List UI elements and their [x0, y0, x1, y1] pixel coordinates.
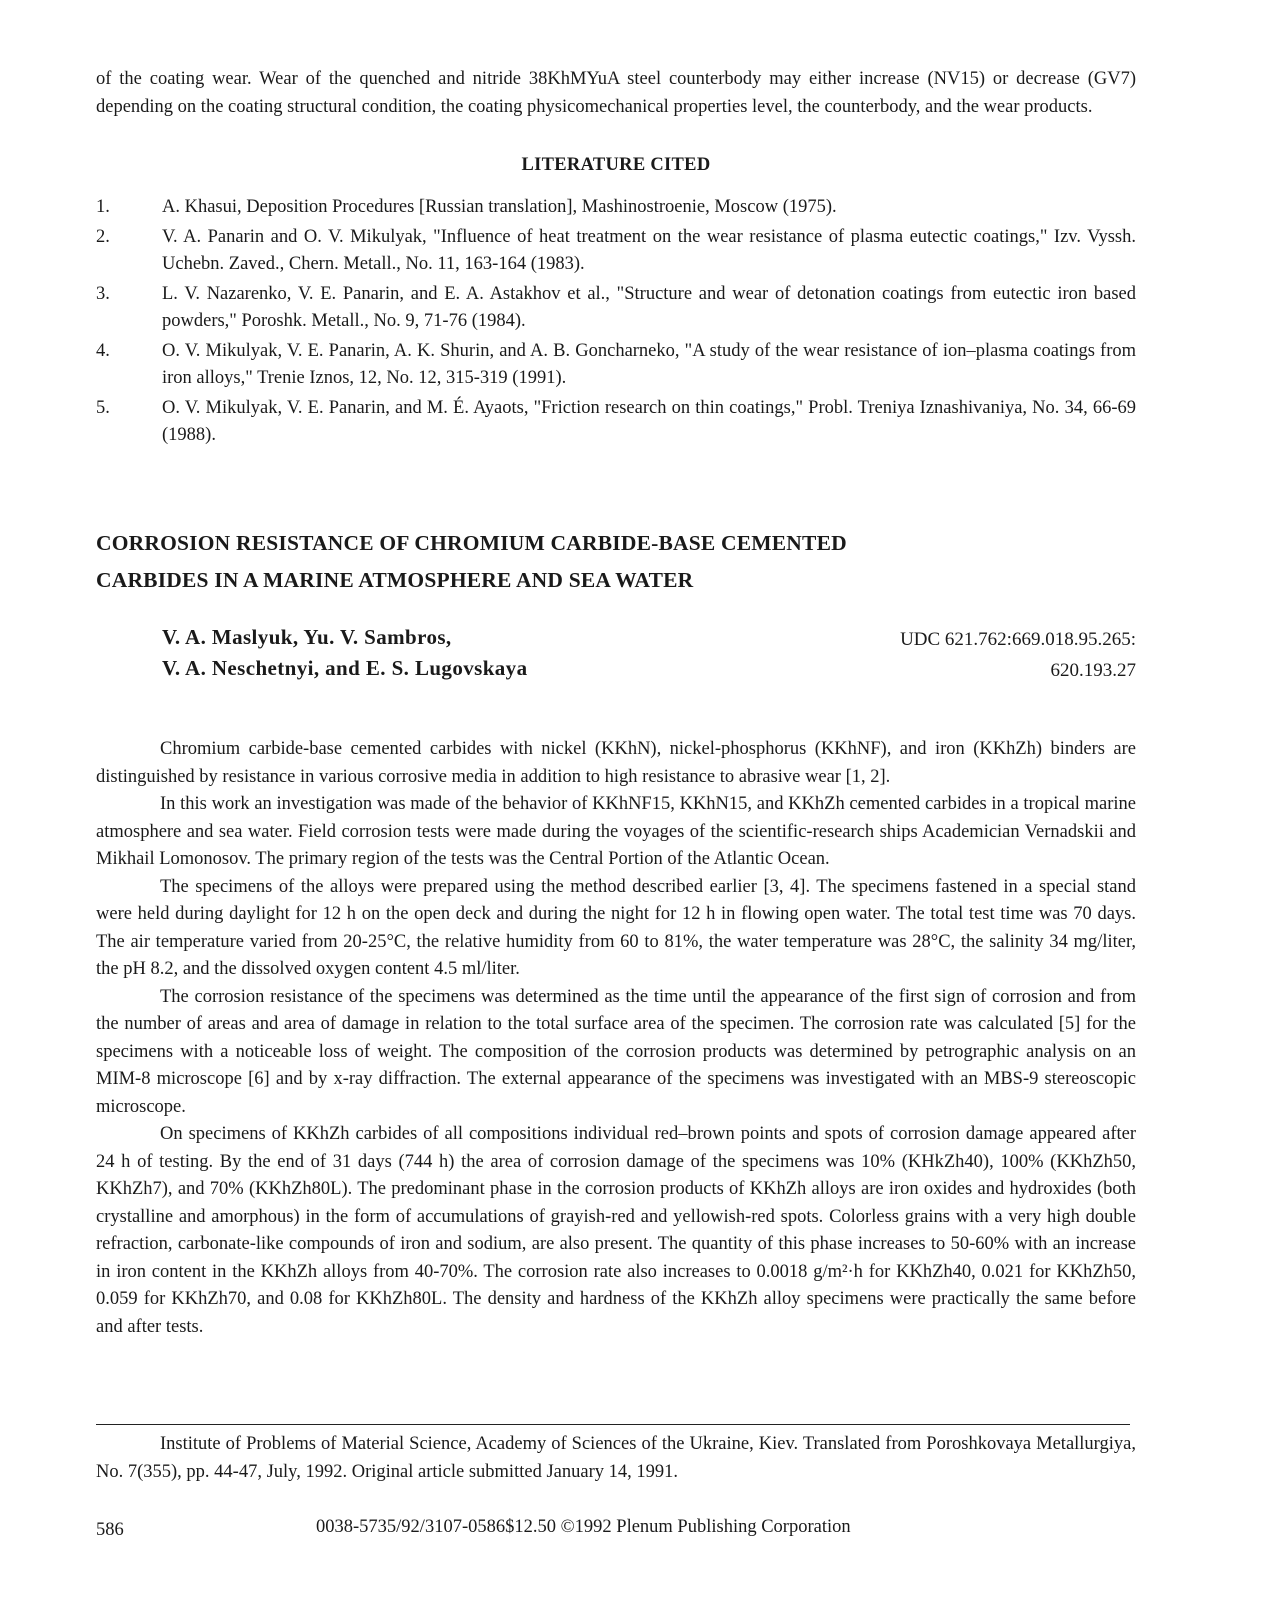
footnote-divider [96, 1424, 1130, 1425]
footnote [96, 1431, 1136, 1486]
copyright-line: 0038-5735/92/3107-0586$12.50 ©1992 Plenum Publishing Corporation [316, 1517, 851, 1537]
reference-number: 2. [96, 226, 110, 247]
article-title-line-2: CARBIDES IN A MARINE ATMOSPHERE AND SEA WATER [96, 568, 694, 592]
authors-line-2: V. A. Neschetnyi, and E. S. Lugovskaya [162, 656, 528, 680]
reference-text: V. A. Panarin and O. V. Mikulyak, "Influence of heat treatment on the wear resistance of plasma eutectic coatings," Izv. Vyssh. Uchebn. Zaved., Chern. Metall., No. 11, 163-164 (1983). [162, 226, 1136, 274]
reference-item [96, 395, 1136, 450]
body-paragraph: The corrosion resistance of the specimens was determined as the time until the appearance of the first sign of corrosion and from the number of areas and area of damage in relation to the total surface area of the specimen. The corrosion rate was calculated [5] for the specimens with a noticeable loss of weight. The composition of the corrosion products was determined by petrographic analysis on an MIM-8 microscope [6] and by x-ray diffraction. The external appearance of the specimens was investigated with an MBS-9 stereoscopic microscope. [96, 986, 1136, 1117]
reference-number: 1. [96, 197, 110, 217]
reference-list [96, 194, 1136, 452]
reference-number: 3. [96, 283, 110, 304]
continued-paragraph [96, 66, 1136, 121]
body-paragraph: In this work an investigation was made of the behavior of KKhNF15, KKhN15, and KKhZh cemented carbides in a tropical marine atmosphere and sea water. Field corrosion tests were made during the voyages of the scientific-research ships Academician Vernadskii and Mikhail Lomonosov. The primary region of the tests was the Central Portion of the Atlantic Ocean. [96, 794, 1136, 869]
literature-cited-heading: LITERATURE CITED [521, 155, 711, 175]
reference-item [96, 281, 1136, 336]
udc-line-1: UDC 621.762:669.018.95.265: [900, 629, 1136, 650]
reference-text: O. V. Mikulyak, V. E. Panarin, and M. É. Ayaots, "Friction research on thin coatings," Probl. Treniya Iznashivaniya, No. 34, 66-69 (1988). [162, 397, 1136, 445]
body-paragraph: The specimens of the alloys were prepared using the method described earlier [3, 4]. The specimens fastened in a special stand were held during daylight for 12 h on the open deck and during the night for 12 h in flowing open water. The total test time was 70 days. The air temperature varied from 20-25°C, the relative humidity from 60 to 81%, the water temperature was 28°C, the salinity 34 mg/liter, the pH 8.2, and the dissolved oxygen content 4.5 ml/liter. [96, 876, 1136, 979]
footnote-text: Institute of Problems of Material Science, Academy of Sciences of the Ukraine, Kiev. Translated from Poroshkovaya Metallurgiya, No. 7(355), pp. 44-47, July, 1992. Original article submitted January 14, 1991. [96, 1434, 1136, 1482]
author-list [162, 622, 782, 684]
reference-text: L. V. Nazarenko, V. E. Panarin, and E. A. Astakhov et al., "Structure and wear of detonation coatings from eutectic iron based powders," Poroshk. Metall., No. 9, 71-76 (1984). [162, 283, 1136, 331]
article-body [96, 736, 1136, 1341]
authors-line-1: V. A. Maslyuk, Yu. V. Sambros, [162, 625, 452, 649]
reference-item [96, 194, 1136, 222]
reference-item [96, 224, 1136, 279]
article-title-line-1: CORROSION RESISTANCE OF CHROMIUM CARBIDE-BASE CEMENTED [96, 531, 847, 555]
reference-text: O. V. Mikulyak, V. E. Panarin, A. K. Shurin, and A. B. Goncharneko, "A study of the wear resistance of ion–plasma coatings from iron alloys," Trenie Iznos, 12, No. 12, 315-319 (1991). [162, 340, 1136, 388]
reference-item [96, 338, 1136, 393]
body-paragraph: On specimens of KKhZh carbides of all compositions individual red–brown points and spots of corrosion damage appeared after 24 h of testing. By the end of 31 days (744 h) the area of corrosion damage of the specimens was 10% (KHkZh40), 100% (KKhZh50, KKhZh7), and 70% (KKhZh80L). The predominant phase in the corrosion products of KKhZh alloys are iron oxides and hydroxides (both crystalline and amorphous) in the form of accumulations of grayish-red and yellowish-red spots. Colorless grains with a very high double refraction, carbonate-like compounds of iron and sodium, are also present. The quantity of this phase increases to 50-60% with an increase in iron content in the KKhZh alloys from 40-70%. The corrosion rate also increases to 0.0018 g/m²·h for KKhZh40, 0.021 for KKhZh50, 0.059 for KKhZh70, and 0.08 for KKhZh80L. The density and hardness of the KKhZh alloy specimens were practically the same before and after tests. [96, 1124, 1136, 1337]
reference-number: 4. [96, 340, 110, 361]
body-paragraph: Chromium carbide-base cemented carbides with nickel (KKhN), nickel-phosphorus (KKhNF), and iron (KKhZh) binders are distinguished by resistance in various corrosive media in addition to high resistance to abrasive wear [1, 2]. [96, 739, 1136, 787]
page-number: 586 [96, 1520, 124, 1540]
article-title [96, 525, 996, 599]
reference-number: 5. [96, 397, 110, 418]
udc-classification [736, 624, 1136, 686]
top-paragraph-text: of the coating wear. Wear of the quenched and nitride 38KhMYuA steel counterbody may either increase (NV15) or decrease (GV7) depending on the coating structural condition, the coating physicomechanical properties level, the counterbody, and the wear products. [96, 69, 1136, 117]
udc-line-2: 620.193.27 [1050, 660, 1136, 681]
reference-text: A. Khasui, Deposition Procedures [Russian translation], Mashinostroenie, Moscow (1975). [162, 197, 837, 217]
